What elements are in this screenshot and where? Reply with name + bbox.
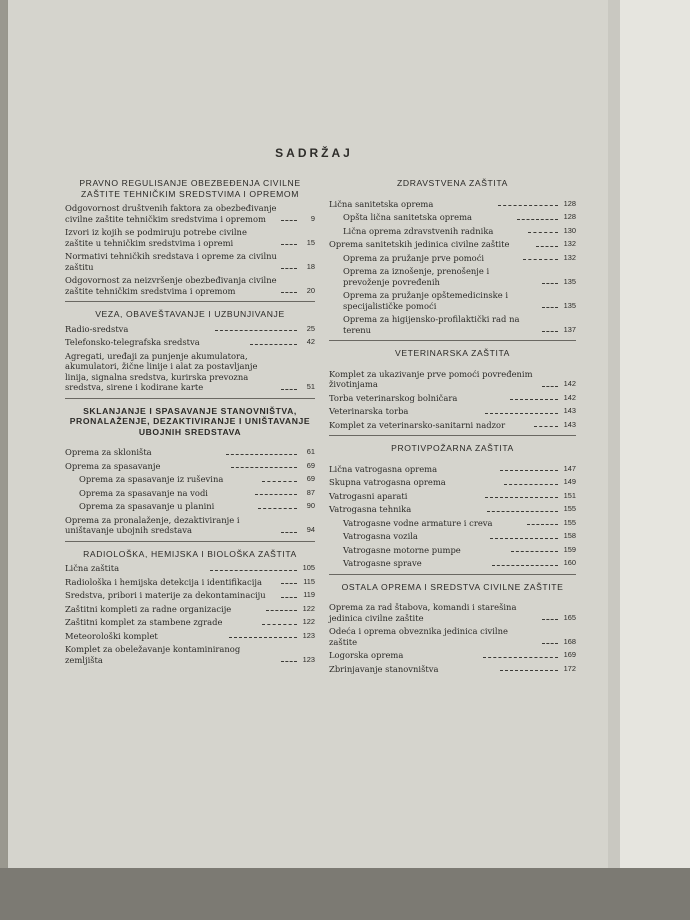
- entry-page: 87: [306, 487, 315, 497]
- toc-entry[interactable]: [65, 251, 315, 272]
- dot-leader: [210, 570, 297, 571]
- toc-entry[interactable]: [329, 199, 576, 210]
- dot-leader: [498, 205, 558, 206]
- entry-page: 20: [306, 285, 315, 295]
- toc-subentry[interactable]: [65, 501, 315, 512]
- toc-entry[interactable]: [329, 406, 576, 417]
- entry-title: Normativi tehničkih sredstava i opreme za civilnu zaštitu: [65, 251, 277, 272]
- dot-leader: [255, 494, 298, 495]
- toc-entry[interactable]: [329, 393, 576, 404]
- toc-entry[interactable]: [65, 631, 315, 642]
- toc-entry[interactable]: [329, 650, 576, 661]
- toc-entry[interactable]: [65, 577, 315, 588]
- dot-leader: [262, 481, 297, 482]
- dot-leader: [281, 244, 297, 245]
- section-heading: PRAVNO REGULISANJE OBEZBEĐENJA CIVILNE ZAŠTITE TEHNIČKIM SREDSTVIMA I OPREMOM: [79, 178, 301, 199]
- section-heading: VETERINARSKA ZAŠTITA: [395, 348, 510, 358]
- dot-leader: [281, 268, 297, 269]
- toc-entry[interactable]: [65, 590, 315, 601]
- entry-title: Telefonsko-telegrafska sredstva: [65, 337, 200, 347]
- entry-title: Lična zaštita: [65, 563, 120, 573]
- dot-leader: [215, 330, 297, 331]
- toc-entry[interactable]: [329, 239, 576, 250]
- entry-page: 159: [563, 544, 576, 554]
- entry-title: Komplet za ukazivanje prve pomoći povređenim životinjama: [329, 368, 533, 389]
- entry-page: 155: [563, 504, 576, 513]
- entry-title: Vatrogasne motorne pumpe: [343, 544, 461, 555]
- entry-title: Zbrinjavanje stanovništva: [329, 663, 439, 674]
- page-title: SADRŽAJ: [275, 146, 353, 160]
- dot-leader: [231, 467, 297, 468]
- dot-leader: [226, 454, 297, 455]
- toc-entry[interactable]: [329, 626, 576, 647]
- dot-leader: [281, 220, 297, 221]
- entry-page: 90: [306, 501, 315, 510]
- toc-subentry[interactable]: [329, 531, 576, 542]
- toc-subentry[interactable]: [329, 518, 576, 529]
- dot-leader: [266, 610, 297, 611]
- entry-page: 69: [306, 460, 315, 470]
- entry-page: 9: [310, 213, 315, 223]
- entry-page: 42: [306, 337, 316, 346]
- entry-title: Oprema sanitetskih jedinica civilne zaštite: [329, 239, 510, 249]
- dot-leader: [504, 484, 558, 485]
- entry-title: Torba veterinarskog bolničara: [329, 392, 458, 403]
- entry-title: Vatrogasne sprave: [343, 558, 422, 568]
- entry-title: Lična vatrogasna oprema: [329, 463, 438, 474]
- entry-title: Odeća i oprema obveznika jedinica civilne zaštite: [329, 626, 508, 647]
- entry-page: 155: [563, 517, 576, 527]
- toc-subentry[interactable]: [329, 253, 576, 264]
- entry-title: Komplet za obeležavanje kontaminiranog zemljišta: [65, 644, 241, 665]
- section-heading: OSTALA OPREMA I SREDSTVA CIVILNE ZAŠTITE: [341, 581, 564, 592]
- dot-leader: [542, 386, 558, 387]
- entry-page: 142: [563, 392, 577, 402]
- entry-title: Vatrogasni aparati: [329, 490, 408, 501]
- entry-title: Odgovornost za neizvršenje obezbeđivanja civilne zaštite tehničkim sredstvima i opremom: [65, 275, 277, 296]
- entry-page: 132: [563, 239, 576, 248]
- section-heading: SKLANJANJE I SPASAVANJE STANOVNIŠTVA, PRONALAŽENJE, DEZAKTIVIRANJE I UNIŠTAVANJE UBOJNIH SREDSTAVA: [69, 405, 311, 437]
- section-divider: [65, 398, 315, 399]
- entry-title: Veterinarska torba: [329, 406, 409, 416]
- dot-leader: [542, 619, 558, 620]
- entry-title: Oprema za spasavanje: [65, 460, 161, 471]
- dot-leader: [485, 413, 558, 414]
- book-page: [8, 0, 620, 868]
- entry-page: 105: [302, 563, 315, 572]
- entry-title: Lična sanitetska oprema: [329, 198, 434, 209]
- entry-page: 128: [563, 212, 576, 221]
- entry-page: 169: [563, 650, 576, 659]
- entry-page: 119: [303, 590, 315, 599]
- toc-subentry[interactable]: [329, 226, 576, 237]
- page-gutter: [608, 0, 620, 868]
- dot-leader: [542, 643, 558, 644]
- entry-title: Radio-sredstva: [65, 323, 129, 334]
- section-divider: [65, 541, 315, 542]
- entry-title: Vatrogasna vozila: [343, 531, 418, 541]
- toc-entry[interactable]: [65, 203, 315, 224]
- dot-leader: [258, 508, 297, 509]
- dot-leader: [542, 331, 558, 332]
- section-heading: PROTIVPOŽARNA ZAŠTITA: [391, 443, 514, 453]
- entry-title: Agregati, uređaji za punjenje akumulatora, akumulatori, žične linije i alat za postavljanje linija, signalna sredstva, kurirska prevozna sredstva, sirene i kodirane karte: [65, 350, 258, 392]
- entry-title: Oprema za pružanje opštemedicinske i specijalističke pomoći: [343, 290, 509, 311]
- entry-page: 94: [306, 525, 315, 534]
- entry-page: 158: [563, 531, 577, 540]
- dot-leader: [281, 532, 297, 533]
- entry-title: Odgovornost društvenih faktora za obezbeđivanje civilne zaštite tehničkim sredstvima i opremom: [65, 203, 277, 224]
- toc-subentry[interactable]: [329, 545, 576, 556]
- dot-leader: [536, 246, 558, 247]
- dot-leader: [517, 219, 558, 220]
- dot-leader: [492, 565, 558, 566]
- entry-page: 149: [563, 477, 577, 486]
- entry-page: 147: [563, 463, 576, 473]
- toc-entry[interactable]: [65, 324, 315, 335]
- entry-title: Oprema za skloništa: [65, 447, 152, 457]
- toc-entry[interactable]: [329, 464, 576, 475]
- entry-page: 165: [563, 612, 576, 622]
- dot-leader: [542, 283, 558, 284]
- dot-leader: [250, 344, 297, 345]
- dot-leader: [483, 657, 558, 658]
- entry-page: 122: [302, 603, 316, 613]
- entry-title: Lična oprema zdravstvenih radnika: [343, 225, 494, 236]
- dot-leader: [490, 538, 558, 539]
- entry-title: Logorska oprema: [329, 650, 404, 660]
- entry-title: Oprema za pronalaženje, dezaktiviranje i uništavanje ubojnih sredstava: [65, 514, 240, 535]
- toc-entry[interactable]: [329, 369, 576, 390]
- toc-entry[interactable]: [329, 664, 576, 675]
- entry-page: 25: [306, 323, 316, 333]
- toc-subentry[interactable]: [65, 474, 315, 485]
- entry-title: Oprema za spasavanje iz ruševina: [79, 474, 224, 484]
- next-page-edge: [620, 0, 690, 885]
- entry-page: 143: [563, 406, 576, 415]
- dot-leader: [511, 551, 558, 552]
- dot-leader: [527, 524, 558, 525]
- toc-entry[interactable]: [65, 227, 315, 248]
- entry-title: Oprema za spasavanje u planini: [79, 501, 215, 511]
- entry-page: 132: [563, 252, 577, 262]
- entry-page: 123: [302, 654, 315, 664]
- dot-leader: [262, 624, 297, 625]
- entry-title: Vatrogasna tehnika: [329, 504, 412, 514]
- toc-subentry[interactable]: [329, 314, 576, 335]
- entry-page: 51: [306, 382, 315, 391]
- entry-page: 122: [302, 617, 316, 626]
- entry-title: Vatrogasne vodne armature i creva: [343, 517, 493, 528]
- dot-leader: [528, 232, 558, 233]
- dot-leader: [500, 670, 558, 671]
- dot-leader: [281, 389, 297, 390]
- toc-subentry[interactable]: [329, 558, 576, 569]
- entry-page: 135: [563, 300, 576, 310]
- toc-entry[interactable]: [329, 477, 576, 488]
- dot-leader: [281, 292, 297, 293]
- entry-page: 115: [303, 576, 315, 586]
- toc-entry[interactable]: [65, 337, 315, 348]
- toc-right-column: [329, 178, 576, 677]
- toc-entry[interactable]: [65, 447, 315, 458]
- entry-title: Oprema za rad štabova, komandi i starešina jedinica civilne zaštite: [329, 602, 517, 623]
- section-heading: RADIOLOŠKA, HEMIJSKA I BIOLOŠKA ZAŠTITA: [83, 548, 297, 559]
- dot-leader: [523, 259, 558, 260]
- entry-page: 160: [563, 558, 577, 567]
- entry-title: Sredstva, pribori i materije za dekontaminaciju: [65, 590, 266, 600]
- dot-leader: [500, 470, 558, 471]
- entry-title: Oprema za spasavanje na vodi: [79, 487, 208, 498]
- entry-page: 69: [306, 474, 315, 483]
- dot-leader: [229, 637, 297, 638]
- section-divider: [329, 574, 576, 575]
- toc-entry[interactable]: [65, 275, 315, 296]
- entry-title: Oprema za pružanje prve pomoći: [343, 252, 485, 263]
- toc-entry[interactable]: [65, 604, 315, 615]
- toc-entry[interactable]: [65, 563, 315, 574]
- entry-title: Izvori iz kojih se podmiruju potrebe civilne zaštite u tehničkim sredstvima i opremi: [65, 227, 247, 248]
- entry-page: 18: [306, 261, 315, 271]
- entry-title: Radiološka i hemijska detekcija i identifikacija: [65, 576, 262, 587]
- toc-subentry[interactable]: [329, 212, 576, 223]
- section-divider: [329, 340, 576, 341]
- entry-page: 143: [563, 419, 577, 429]
- toc-subentry[interactable]: [65, 488, 315, 499]
- toc-entry[interactable]: [329, 420, 576, 431]
- toc-entry[interactable]: [329, 504, 576, 515]
- dot-leader: [485, 497, 558, 498]
- dot-leader: [510, 399, 558, 400]
- entry-page: 137: [563, 324, 576, 334]
- entry-page: 130: [563, 225, 577, 235]
- entry-title: Skupna vatrogasna oprema: [329, 477, 446, 487]
- section-divider: [65, 301, 315, 302]
- entry-page: 15: [306, 237, 315, 247]
- entry-title: Oprema za higijensko-profilaktički rad na terenu: [343, 314, 520, 335]
- dot-leader: [487, 511, 558, 512]
- table-surface: [0, 868, 690, 920]
- dot-leader: [281, 583, 297, 584]
- entry-title: Opšta lična sanitetska oprema: [343, 212, 473, 222]
- section-heading: ZDRAVSTVENA ZAŠTITA: [397, 178, 508, 188]
- toc-entry[interactable]: [65, 617, 315, 628]
- toc-entry[interactable]: [65, 351, 315, 393]
- entry-page: 135: [563, 276, 576, 286]
- dot-leader: [542, 307, 558, 308]
- entry-title: Zaštitni komplet za stambene zgrade: [65, 617, 223, 627]
- toc-subentry[interactable]: [329, 266, 576, 287]
- toc-entry[interactable]: [329, 602, 576, 623]
- dot-leader: [281, 661, 297, 662]
- entry-page: 168: [563, 636, 576, 646]
- section-heading: VEZA, OBAVEŠTAVANJE I UZBUNJIVANJE: [95, 309, 285, 319]
- dot-leader: [281, 597, 297, 598]
- toc-left-column: [65, 178, 315, 668]
- toc-entry[interactable]: [65, 515, 315, 536]
- entry-page: 172: [563, 663, 576, 673]
- toc-subentry[interactable]: [329, 290, 576, 311]
- toc-entry[interactable]: [65, 461, 315, 472]
- entry-title: Oprema za iznošenje, prenošenje i prevoženje povređenih: [343, 266, 490, 287]
- entry-title: Komplet za veterinarsko-sanitarni nadzor: [329, 419, 506, 430]
- entry-title: Zaštitni kompleti za radne organizacije: [65, 603, 232, 614]
- section-divider: [329, 435, 576, 436]
- entry-page: 128: [563, 198, 577, 208]
- toc-entry[interactable]: [329, 491, 576, 502]
- entry-title: Meteorološki komplet: [65, 630, 158, 641]
- dot-leader: [534, 426, 558, 427]
- entry-page: 142: [563, 379, 576, 388]
- entry-page: 123: [302, 630, 316, 640]
- toc-entry[interactable]: [65, 644, 315, 665]
- entry-page: 61: [306, 447, 315, 456]
- entry-page: 151: [563, 490, 576, 500]
